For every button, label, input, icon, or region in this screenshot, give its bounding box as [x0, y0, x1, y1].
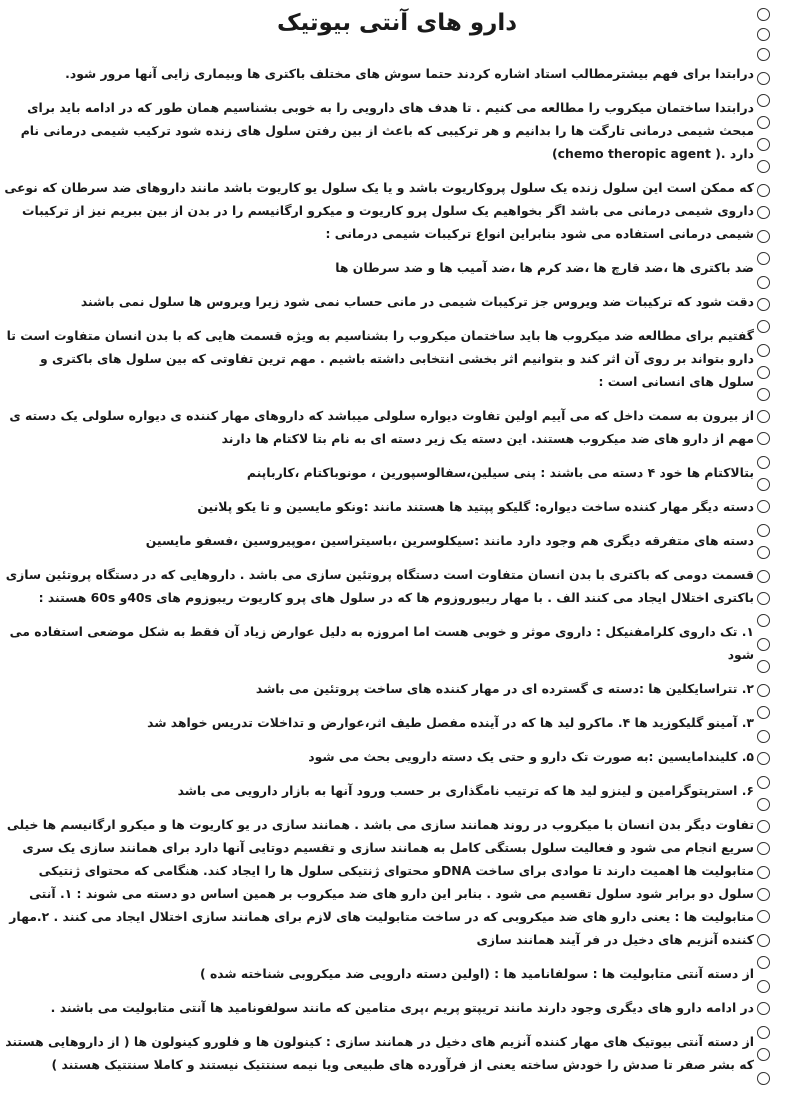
binder-hole-icon: [757, 94, 770, 107]
binder-hole-icon: [757, 706, 770, 719]
paragraph: از بیرون به سمت داخل که می آییم اولین تفاوت دیواره سلولی میباشد که داروهای مهار کننده ی دیواره سلولی یک دسته ی مهم از دارو های ضد میکروب هستند. این دسته یک زیر دسته ای به نام بتا لاکتام ها دارند: [9, 408, 754, 446]
binder-hole-icon: [757, 230, 770, 243]
binder-hole-icon: [757, 660, 770, 673]
binder-holes: [754, 0, 794, 1103]
binder-hole-icon: [757, 684, 770, 697]
binder-hole-icon: [757, 410, 770, 423]
paragraph: ضد باکتری ها ،ضد قارچ ها ،ضد کرم ها ،ضد آمیب ها و ضد سرطان ها: [335, 260, 754, 275]
binder-hole-icon: [757, 842, 770, 855]
binder-hole-icon: [757, 320, 770, 333]
binder-hole-icon: [757, 366, 770, 379]
paragraph: در ادامه دارو های دیگری وجود دارند مانند تریپتو پریم ،پری متامین که مانند سولفونامید ها آنتی متابولیت می باشند .: [50, 1000, 754, 1015]
binder-hole-icon: [757, 344, 770, 357]
binder-hole-icon: [757, 934, 770, 947]
binder-hole-icon: [757, 1072, 770, 1085]
binder-hole-icon: [757, 72, 770, 85]
binder-hole-icon: [757, 160, 770, 173]
paragraph: بتالاکتام ها خود ۴ دسته می باشند : پنی سیلین،سفالوسپورین ، مونوباکتام ،کارباپنم: [246, 465, 754, 480]
binder-hole-icon: [757, 1026, 770, 1039]
paragraph: دسته های متفرقه دیگری هم وجود دارد مانند :سیکلوسرین ،باسیتراسین ،موپیروسین ،فسفو مایسین: [145, 533, 754, 548]
paragraph: ۵. کلیندامایسین :به صورت تک دارو و حتی یک دسته دارویی بحث می شود: [308, 749, 754, 764]
binder-hole-icon: [757, 888, 770, 901]
paragraph: ۱. تک داروی کلرامفنیکل : داروی موثر و خوبی هست اما امروزه به دلیل عوارض زیاد آن فقط به شکل موضعی استفاده می شود: [9, 624, 754, 662]
binder-hole-icon: [757, 388, 770, 401]
paragraph: دسته دیگر مهار کننده ساخت دیواره: گلیکو پپتید ها هستند مانند :ونکو مایسین و تا یکو پلانین: [197, 499, 754, 514]
paragraph: دقت شود که ترکیبات ضد ویروس جز ترکیبات شیمی در مانی حساب نمی شود زیرا ویروس ها سلول نمی باشند: [80, 294, 754, 309]
binder-hole-icon: [757, 614, 770, 627]
binder-hole-icon: [757, 184, 770, 197]
binder-hole-icon: [757, 298, 770, 311]
binder-hole-icon: [757, 1002, 770, 1015]
binder-hole-icon: [757, 730, 770, 743]
binder-hole-icon: [757, 252, 770, 265]
binder-hole-icon: [757, 592, 770, 605]
binder-hole-icon: [757, 456, 770, 469]
binder-hole-icon: [757, 432, 770, 445]
binder-hole-icon: [757, 546, 770, 559]
binder-hole-icon: [757, 276, 770, 289]
binder-hole-icon: [757, 116, 770, 129]
binder-hole-icon: [757, 638, 770, 651]
binder-hole-icon: [757, 524, 770, 537]
binder-hole-icon: [757, 500, 770, 513]
paragraph: ۳. آمینو گلیکوزید ها ۴. ماکرو لید ها که در آینده مفصل طیف اثر،عوارض و تداخلات تدریس خواهد شد: [147, 715, 754, 730]
binder-hole-icon: [757, 980, 770, 993]
paragraph: گفتیم برای مطالعه ضد میکروب ها باید ساختمان میکروب را بشناسیم به ویژه قسمت هایی که با بدن انسان متفاوت است تا دارو بتواند بر روی آن اثر کند و بتوانیم اثر بخشی انتخابی داشته باشیم . مهم ترین تفاوتی که بین سلول های باکتری و سلول های انسانی است :: [6, 328, 754, 389]
paragraph: درابتدا برای فهم بیشترمطالب استاد اشاره کردند حتما سوش های مختلف باکتری ها وبیماری زایی آنها مرور شود.: [65, 66, 754, 81]
binder-hole-icon: [757, 910, 770, 923]
paragraph: که ممکن است این سلول زنده یک سلول پروکاریوت باشد و یا یک سلول یو کاریوت باشد مانند داروهای ضد سرطان که نوعی داروی شیمی درمانی می باشد اگر بخواهیم یک سلول پرو کاریوت و میکرو ارگانیسم را در بدن از بین ببریم نیز از ترکیبات شیمی درمانی استفاده می شود بنابراین انواع ترکیبات شیمی درمانی :: [4, 180, 754, 241]
paragraph: تفاوت دیگر بدن انسان با میکروب در روند همانند سازی می باشد . همانند سازی در یو کاریوت ها و میکرو ارگانیسم ها خیلی سریع انجام می شود و فعالیت سلول بستگی کامل به همانند سازی و تقسیم دوتایی آنها دارد برای همانند سازی یک سری متابولیت ها اهمیت دارند تا موادی برای ساخت DNAو محتوای ژنتیکی سلول ها را ایجاد کند. هنگامی که محتوای ژنتیکی سلول دو برابر شود سلول تقسیم می شود . بنابر این دارو های ضد میکروب بر همین اساس دو دسته می شوند : ۱. آنتی متابولیت ها : یعنی دارو های ضد میکروبی که در ساخت متابولیت های لازم برای همانند سازی اختلال ایجاد می کنند . ۲.مهار کننده آنزیم های دخیل در فر آیند همانند سازی: [6, 817, 754, 947]
binder-hole-icon: [757, 956, 770, 969]
document-body: [2, 62, 754, 1087]
binder-hole-icon: [757, 752, 770, 765]
binder-hole-icon: [757, 1048, 770, 1061]
binder-hole-icon: [757, 570, 770, 583]
binder-hole-icon: [757, 866, 770, 879]
binder-hole-icon: [757, 478, 770, 491]
binder-hole-icon: [757, 798, 770, 811]
binder-hole-icon: [757, 820, 770, 833]
binder-hole-icon: [757, 48, 770, 61]
binder-hole-icon: [757, 138, 770, 151]
paragraph: از دسته آنتی متابولیت ها : سولفانامید ها : (اولین دسته دارویی ضد میکروبی شناخته شده ): [199, 966, 754, 981]
paragraph: از دسته آنتی بیوتیک های مهار کننده آنزیم های دخیل در همانند سازی : کینولون ها و فلورو کینولون ها ( از داروهایی هستند که بشر صفر تا صدش را خودش ساخته یعنی از فرآورده های طبیعی ویا نیمه سنتتیک نیستند و کاملا سنتتیک هستند ): [5, 1034, 754, 1072]
binder-hole-icon: [757, 206, 770, 219]
paragraph: قسمت دومی که باکتری با بدن انسان متفاوت است دستگاه پروتئین سازی می باشد . داروهایی که در دستگاه پروتئین سازی باکتری اختلال ایجاد می کنند الف . با مهار ریبوروزوم ها که در سلول های پرو کاریوت ریبوزوم های 40sو 60s هستند :: [5, 567, 754, 605]
paragraph: درابتدا ساختمان میکروب را مطالعه می کنیم . تا هدف های دارویی را به خوبی بشناسیم همان طور که در ادامه باید برای مبحث شیمی درمانی تارگت ها را بدانیم و هر ترکیبی که باعث از بین رفتن سلول های زنده شود ترکیب شیمی درمانی نام دارد .( chemo theropic agent): [20, 100, 754, 161]
paragraph: ۲. تتراسایکلین ها :دسته ی گسترده ای در مهار کننده های ساخت پروتئین می باشد: [255, 681, 754, 696]
binder-hole-icon: [757, 776, 770, 789]
page-title: دارو های آنتی بیوتیک: [276, 10, 518, 36]
paragraph: ۶. استرپتوگرامین و لینزو لید ها که ترتیب نامگذاری بر حسب ورود آنها به بازار دارویی می باشد: [177, 783, 754, 798]
